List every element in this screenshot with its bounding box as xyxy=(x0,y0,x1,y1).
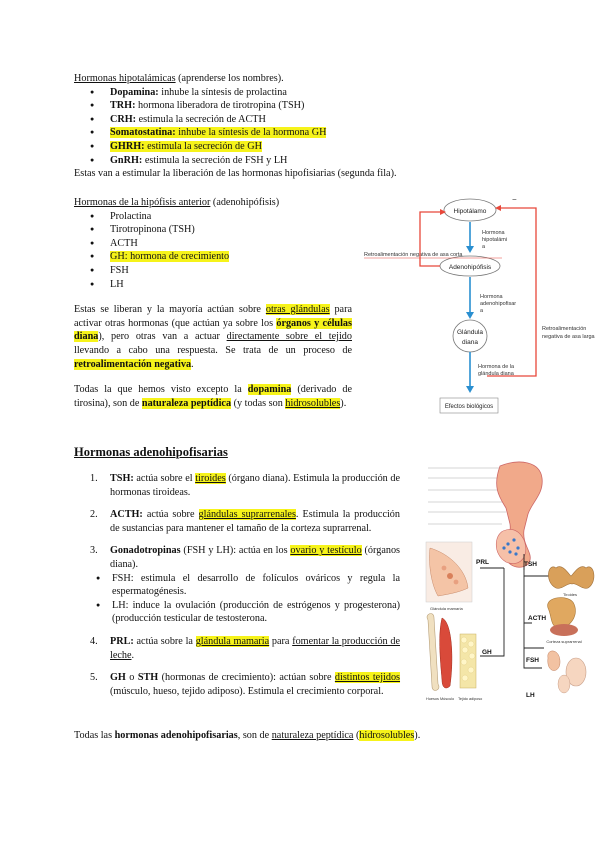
list-item: ● Prolactina xyxy=(74,210,352,224)
retro-larga-1: Retroalimentación xyxy=(542,326,587,332)
adenohipofisis-label: Adenohipófisis xyxy=(448,264,492,271)
retro-corta-label: Retroalimentación negativa de asa corta xyxy=(364,252,463,258)
section-title: Hormonas hipotalámicas xyxy=(74,73,176,84)
adeno-list xyxy=(74,472,400,707)
item-desc: estimula la secreción de FSH y LH xyxy=(142,154,288,166)
section-title-note: (adenohipófisis) xyxy=(210,197,280,208)
item-desc: inhube la síntesis de la hormona GH xyxy=(175,127,327,139)
tiroides-label: Tiroides xyxy=(562,592,578,597)
item-name: TRH: xyxy=(110,100,136,112)
list-item: ● Tirotropinona (TSH) xyxy=(74,223,352,237)
item-text: GH: hormona de crecimiento xyxy=(110,251,230,263)
list-item xyxy=(74,126,374,140)
final-paragraph: Todas las hormonas adenohipofisarias, son de naturaleza peptídica (hidrosolubles). xyxy=(74,730,421,741)
section-heading: Hormonas adenohipofisarias xyxy=(74,445,228,459)
list-item-gonadotropinas: 3. Gonadotropinas (FSH y LH): actúa en los ovario y testículo (órganos diana). ● FSH: estimula el desarrollo de folículos ováricos y regula la espermatogénesis. ● LH: induce la ovulación (producción de estrógenos y progesterona) (producción testicular de testosterona. xyxy=(74,544,400,626)
section-title: Hormonas de la hipófisis anterior xyxy=(74,197,211,208)
glandula-label-1: Glándula xyxy=(456,329,484,336)
paragraph-liberacion: Estas se liberan y la mayoría actúan sobre otras glándulas para activar otras hormonas (que actúan ya sobre los órganos y células diana), pero otras van a actuar directamente sobre el tejido llevando a cabo una respuesta. Se trata de un proceso de retroalimentación negativa. xyxy=(74,304,352,370)
list-item-tsh: 1. TSH: actúa sobre el tiroides (órgano diana). Estimula la producción de hormonas tiroideas. xyxy=(90,473,400,498)
item-desc: hormona liberadora de tirotropina (TSH) xyxy=(135,100,305,112)
item-name: GnRH: xyxy=(110,154,143,166)
hormona-adeno-1: Hormona xyxy=(480,294,503,300)
minus-sign: − xyxy=(512,195,517,204)
hormona-glandula-2: glándula diana xyxy=(478,371,514,377)
hipotalamicas-list xyxy=(74,86,374,168)
item-name: GHRH: xyxy=(110,140,145,152)
item-desc: estimula la secreción de ACTH xyxy=(136,113,266,125)
musculo-label: Músculo xyxy=(440,697,455,701)
list-item xyxy=(74,99,374,113)
sublist-item: ● LH: induce la ovulación (producción de estrógenos y progesterona) (producción testicular de testosterona. xyxy=(74,599,400,626)
section-hipofisis xyxy=(74,196,352,410)
list-item xyxy=(74,154,374,168)
list-item: ● LH xyxy=(74,278,352,292)
item-name: Somatostatina: xyxy=(110,127,176,139)
fsh-label: FSH xyxy=(526,657,539,664)
hipofisis-list xyxy=(74,210,352,292)
item-name: CRH: xyxy=(110,113,137,125)
hormona-hipo-1: Hormona xyxy=(482,230,505,236)
item-desc: inhube la síntesis de prolactina xyxy=(158,86,287,98)
ovary-image xyxy=(548,651,560,671)
hormona-adeno-2: adenohipofisar xyxy=(480,301,517,307)
glandula-mamaria-label: Glándula mamaria xyxy=(430,606,463,611)
tejido-label: Tejido adiposo xyxy=(458,697,483,701)
muscle-image xyxy=(440,618,452,688)
testis-image-2 xyxy=(558,675,570,693)
list-item: ● ACTH xyxy=(74,237,352,251)
list-item xyxy=(74,140,374,154)
list-item xyxy=(74,250,352,264)
list-item-prl: 4. PRL: actúa sobre la glándula mamaria para fomentar la producción de leche. xyxy=(90,635,400,661)
list-item-acth: 2. ACTH: actúa sobre glándulas suprarrenales. Estimula la producción de sustancias para mantener el tamaño de la corteza suprarrenal. xyxy=(90,509,400,534)
thyroid-image xyxy=(548,567,594,589)
anatomy-illustration xyxy=(420,458,600,708)
sublist-item: ● FSH: estimula el desarrollo de folículos ováricos y regula la espermatogénesis. xyxy=(74,572,400,599)
hormona-glandula-1: Hormona de la xyxy=(478,364,515,370)
section-title-line xyxy=(74,196,352,210)
gh-label: GH xyxy=(482,649,492,656)
arrow-2-head xyxy=(466,312,474,319)
gonadotropinas-sublist xyxy=(74,572,400,626)
hormona-hipo-2: hipotalámi xyxy=(482,237,508,243)
acth-label: ACTH xyxy=(528,615,547,622)
label-lines xyxy=(428,468,506,524)
section-adenohipofisarias xyxy=(74,446,400,460)
list-item-gh: 5. GH o STH (hormonas de crecimiento): actúan sobre distintos tejidos (músculo, hueso, tejido adiposo). Estimula el crecimiento corporal. xyxy=(90,672,401,697)
section-hipotalamicas xyxy=(74,72,397,181)
huesos-label: Huesos xyxy=(426,697,439,701)
arrow-3-head xyxy=(466,386,474,393)
feedback-diagram xyxy=(360,186,600,420)
hipotalamo-label: Hipotálamo xyxy=(453,208,487,215)
hormona-adeno-3: a xyxy=(480,308,484,314)
section-title-line xyxy=(74,72,374,86)
item-desc: estimula la secreción de GH xyxy=(144,140,262,152)
after-text: Estas van a estimular la liberación de las hormonas hipofisiarias (segunda fila). xyxy=(74,168,397,180)
glandula-node xyxy=(453,320,487,352)
bone-image xyxy=(427,614,439,691)
adrenal-image xyxy=(548,598,576,629)
list-item xyxy=(74,113,374,127)
efectos-label: Efectos biológicos xyxy=(444,404,494,410)
lh-label: LH xyxy=(526,692,535,699)
list-item xyxy=(74,86,374,100)
glandula-label-2: diana xyxy=(462,339,478,346)
arrow-1-head xyxy=(466,246,474,253)
retro-larga-2: negativa de asa larga xyxy=(542,334,595,340)
section-title-note: (aprenderse los nombres). xyxy=(175,73,284,84)
tsh-label: TSH xyxy=(524,561,537,568)
corteza-label: Corteza suprarrenal xyxy=(546,639,582,644)
paragraph-naturaleza: Todas la que hemos visto excepto la dopamina (derivado de tirosina), son de naturaleza peptídica (y todas son hidrosolubles). xyxy=(74,384,353,409)
hormona-hipo-3: a xyxy=(482,244,486,250)
item-name: Dopamina: xyxy=(110,86,159,98)
kidney-image xyxy=(550,624,578,636)
prl-label: PRL xyxy=(476,559,489,566)
list-item: ● FSH xyxy=(74,264,352,278)
